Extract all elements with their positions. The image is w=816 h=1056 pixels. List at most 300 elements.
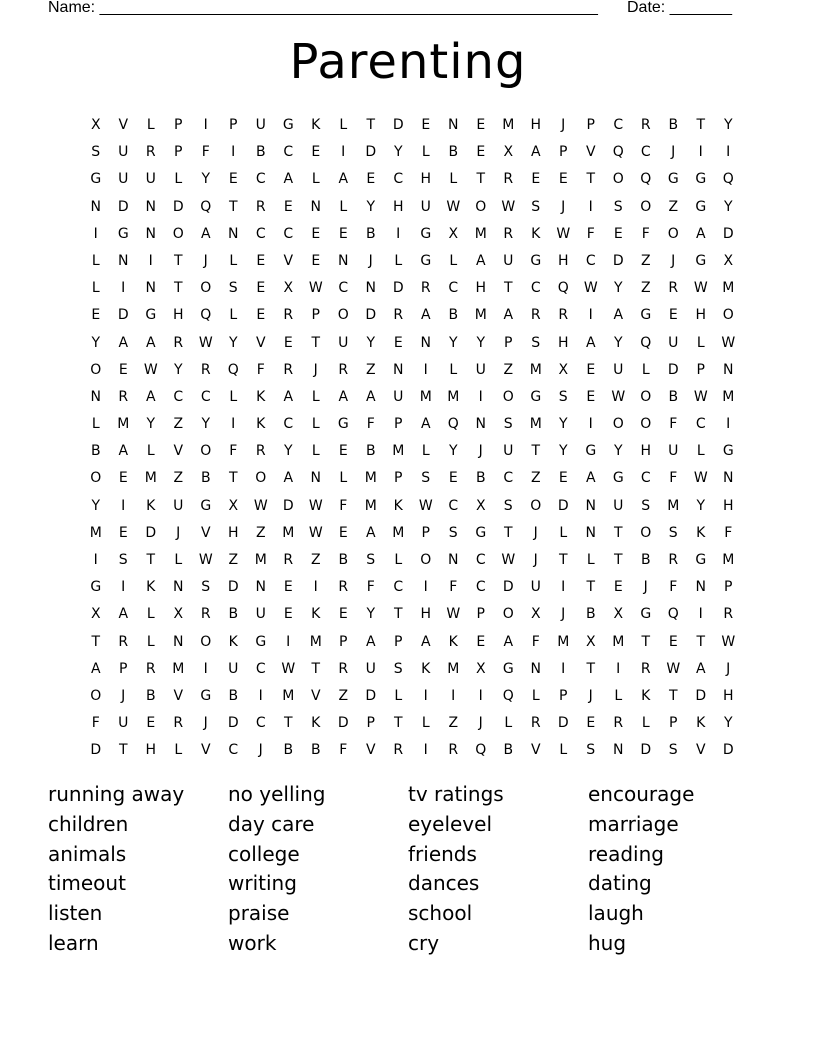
grid-cell[interactable]: Q	[200, 198, 212, 215]
grid-cell[interactable]: F	[339, 497, 348, 514]
grid-cell[interactable]: N	[310, 198, 321, 215]
grid-cell[interactable]: E	[393, 334, 403, 351]
grid-cell[interactable]: K	[311, 715, 321, 732]
grid-cell[interactable]: X	[723, 252, 734, 269]
grid-cell[interactable]: N	[145, 280, 156, 297]
grid-cell[interactable]: D	[640, 742, 652, 759]
grid-cell[interactable]: A	[503, 307, 514, 324]
grid-cell[interactable]: I	[451, 687, 456, 704]
grid-cell[interactable]: Y	[366, 334, 376, 351]
grid-cell[interactable]: E	[283, 606, 293, 623]
grid-cell[interactable]: D	[392, 280, 404, 297]
grid-cell[interactable]: Z	[255, 524, 266, 541]
grid-cell[interactable]: H	[722, 687, 734, 704]
grid-cell[interactable]: A	[200, 225, 211, 242]
grid-cell[interactable]: C	[475, 579, 486, 596]
grid-cell[interactable]: L	[146, 117, 155, 133]
grid-cell[interactable]: J	[726, 660, 731, 677]
grid-cell[interactable]: E	[421, 117, 431, 133]
grid-cell[interactable]: S	[228, 280, 238, 297]
grid-cell[interactable]: H	[172, 307, 184, 324]
grid-cell[interactable]: G	[585, 443, 597, 460]
grid-cell[interactable]: L	[421, 144, 430, 161]
grid-cell[interactable]: K	[311, 117, 321, 133]
grid-cell[interactable]: E	[228, 171, 238, 188]
grid-cell[interactable]: D	[667, 361, 679, 378]
grid-cell[interactable]: T	[641, 633, 651, 650]
grid-cell[interactable]: W	[446, 606, 461, 623]
grid-cell[interactable]: M	[557, 633, 570, 650]
grid-cell[interactable]: T	[503, 280, 513, 297]
grid-cell[interactable]: T	[393, 606, 403, 623]
grid-cell[interactable]: P	[586, 117, 595, 133]
grid-cell[interactable]: C	[475, 552, 486, 568]
grid-cell[interactable]: C	[448, 280, 459, 297]
grid-cell[interactable]: C	[695, 416, 706, 433]
grid-cell[interactable]: U	[393, 388, 404, 405]
grid-cell[interactable]: M	[282, 687, 295, 704]
grid-cell[interactable]: W	[281, 660, 296, 677]
grid-cell[interactable]: A	[283, 388, 294, 405]
grid-cell[interactable]: N	[173, 633, 184, 650]
grid-cell[interactable]: D	[612, 252, 624, 269]
grid-cell[interactable]: M	[364, 497, 377, 514]
grid-cell[interactable]: D	[365, 687, 377, 704]
grid-cell[interactable]: D	[392, 117, 404, 133]
grid-cell[interactable]: M	[282, 524, 295, 541]
grid-cell[interactable]: L	[586, 552, 595, 568]
grid-cell[interactable]: P	[559, 144, 568, 161]
grid-cell[interactable]: P	[421, 524, 430, 541]
grid-cell[interactable]: C	[283, 416, 294, 433]
grid-cell[interactable]: P	[394, 633, 403, 650]
grid-cell[interactable]: Y	[558, 416, 568, 433]
grid-cell[interactable]: T	[586, 579, 596, 596]
grid-cell[interactable]: O	[640, 388, 652, 405]
grid-cell[interactable]: I	[203, 660, 208, 677]
grid-cell[interactable]: G	[282, 117, 294, 133]
grid-cell[interactable]: Z	[338, 687, 349, 704]
grid-cell[interactable]: O	[90, 687, 102, 704]
grid-cell[interactable]: J	[671, 252, 676, 269]
grid-cell[interactable]: A	[695, 660, 706, 677]
grid-cell[interactable]: T	[118, 742, 128, 759]
grid-cell[interactable]: H	[557, 334, 569, 351]
grid-cell[interactable]: X	[90, 606, 101, 623]
grid-cell[interactable]: X	[503, 144, 514, 161]
grid-cell[interactable]: R	[283, 552, 294, 568]
grid-cell[interactable]: Y	[366, 198, 376, 215]
grid-cell[interactable]: G	[612, 470, 624, 487]
grid-cell[interactable]: E	[366, 171, 376, 188]
grid-cell[interactable]: M	[447, 660, 460, 677]
grid-cell[interactable]: F	[586, 225, 595, 242]
grid-cell[interactable]: B	[585, 606, 596, 623]
grid-cell[interactable]: E	[613, 579, 623, 596]
grid-cell[interactable]: J	[671, 144, 676, 161]
grid-cell[interactable]: E	[558, 470, 568, 487]
grid-cell[interactable]: C	[448, 497, 459, 514]
grid-cell[interactable]: G	[90, 171, 102, 188]
grid-cell[interactable]: L	[394, 252, 403, 269]
grid-cell[interactable]: N	[585, 497, 596, 514]
grid-cell[interactable]: P	[696, 361, 705, 378]
grid-cell[interactable]: U	[255, 117, 266, 133]
grid-cell[interactable]: P	[174, 117, 183, 133]
grid-cell[interactable]: N	[338, 252, 349, 269]
grid-cell[interactable]: X	[475, 497, 486, 514]
grid-cell[interactable]: G	[475, 524, 487, 541]
grid-cell[interactable]: X	[530, 606, 541, 623]
grid-cell[interactable]: D	[722, 225, 734, 242]
grid-cell[interactable]: O	[90, 470, 102, 487]
grid-cell[interactable]: H	[420, 606, 432, 623]
grid-cell[interactable]: P	[339, 633, 348, 650]
grid-cell[interactable]: M	[392, 524, 405, 541]
grid-cell[interactable]: Z	[640, 280, 651, 297]
grid-cell[interactable]: M	[474, 307, 487, 324]
grid-cell[interactable]: E	[338, 443, 348, 460]
grid-cell[interactable]: N	[228, 225, 239, 242]
grid-cell[interactable]: E	[118, 361, 128, 378]
grid-cell[interactable]: G	[695, 171, 707, 188]
grid-cell[interactable]: Q	[475, 742, 487, 759]
grid-cell[interactable]: Y	[448, 443, 458, 460]
grid-cell[interactable]: U	[503, 252, 514, 269]
grid-cell[interactable]: Y	[613, 443, 623, 460]
grid-cell[interactable]: M	[722, 280, 735, 297]
grid-cell[interactable]: L	[91, 252, 100, 269]
grid-cell[interactable]: R	[668, 280, 679, 297]
grid-cell[interactable]: L	[146, 443, 155, 460]
grid-cell[interactable]: R	[723, 606, 734, 623]
grid-cell[interactable]: L	[174, 742, 183, 759]
grid-cell[interactable]: K	[146, 497, 156, 514]
grid-cell[interactable]: R	[145, 144, 156, 161]
grid-cell[interactable]: E	[558, 171, 568, 188]
grid-cell[interactable]: D	[337, 715, 349, 732]
grid-cell[interactable]: A	[90, 660, 101, 677]
grid-cell[interactable]: D	[365, 144, 377, 161]
grid-cell[interactable]: G	[695, 552, 707, 568]
grid-cell[interactable]: R	[503, 225, 514, 242]
grid-cell[interactable]: Z	[365, 361, 376, 378]
grid-cell[interactable]: Q	[447, 416, 459, 433]
grid-cell[interactable]: L	[559, 524, 568, 541]
grid-cell[interactable]: P	[119, 660, 128, 677]
grid-cell[interactable]: P	[394, 470, 403, 487]
grid-cell[interactable]: X	[613, 606, 624, 623]
grid-cell[interactable]: S	[393, 660, 403, 677]
grid-cell[interactable]: L	[504, 715, 513, 732]
grid-cell[interactable]: Y	[613, 280, 623, 297]
grid-cell[interactable]: L	[559, 742, 568, 759]
grid-cell[interactable]: K	[531, 225, 541, 242]
grid-cell[interactable]: L	[394, 687, 403, 704]
grid-cell[interactable]: F	[669, 470, 678, 487]
grid-cell[interactable]: I	[726, 416, 731, 433]
grid-cell[interactable]: N	[448, 552, 459, 568]
grid-cell[interactable]: N	[173, 579, 184, 596]
grid-cell[interactable]: D	[227, 715, 239, 732]
grid-cell[interactable]: I	[313, 579, 318, 596]
grid-cell[interactable]: G	[667, 171, 679, 188]
grid-cell[interactable]: I	[478, 687, 483, 704]
grid-cell[interactable]: E	[283, 198, 293, 215]
grid-cell[interactable]: U	[475, 361, 486, 378]
grid-cell[interactable]: A	[530, 144, 541, 161]
grid-cell[interactable]: L	[614, 687, 623, 704]
grid-cell[interactable]: E	[311, 144, 321, 161]
grid-cell[interactable]: E	[256, 252, 266, 269]
grid-cell[interactable]: L	[229, 388, 238, 405]
grid-cell[interactable]: L	[449, 361, 458, 378]
grid-cell[interactable]: F	[366, 579, 375, 596]
grid-cell[interactable]: H	[557, 252, 569, 269]
grid-cell[interactable]: K	[421, 660, 431, 677]
grid-cell[interactable]: W	[693, 388, 708, 405]
grid-cell[interactable]: Y	[91, 334, 101, 351]
grid-cell[interactable]: B	[145, 687, 156, 704]
grid-cell[interactable]: O	[530, 497, 542, 514]
grid-cell[interactable]: N	[365, 280, 376, 297]
grid-cell[interactable]: O	[502, 606, 514, 623]
grid-cell[interactable]: R	[420, 280, 431, 297]
grid-cell[interactable]: U	[613, 497, 624, 514]
grid-cell[interactable]: M	[364, 470, 377, 487]
grid-cell[interactable]: R	[613, 715, 624, 732]
grid-cell[interactable]: D	[90, 742, 102, 759]
grid-cell[interactable]: C	[283, 144, 294, 161]
grid-cell[interactable]: O	[420, 552, 432, 568]
grid-cell[interactable]: K	[256, 416, 266, 433]
grid-cell[interactable]: D	[282, 497, 294, 514]
grid-cell[interactable]: Y	[723, 117, 733, 133]
grid-cell[interactable]: G	[640, 307, 652, 324]
grid-cell[interactable]: I	[588, 307, 593, 324]
grid-cell[interactable]: B	[338, 552, 349, 568]
grid-cell[interactable]: D	[227, 579, 239, 596]
grid-cell[interactable]: P	[724, 579, 733, 596]
grid-cell[interactable]: C	[255, 225, 266, 242]
grid-cell[interactable]: G	[117, 225, 129, 242]
grid-cell[interactable]: E	[338, 606, 348, 623]
grid-cell[interactable]: S	[586, 742, 596, 759]
grid-cell[interactable]: A	[145, 388, 156, 405]
grid-cell[interactable]: S	[668, 742, 678, 759]
grid-cell[interactable]: A	[145, 334, 156, 351]
grid-cell[interactable]: D	[557, 715, 569, 732]
grid-cell[interactable]: G	[420, 252, 432, 269]
grid-cell[interactable]: G	[200, 687, 212, 704]
grid-cell[interactable]: D	[117, 198, 129, 215]
grid-cell[interactable]: H	[695, 307, 707, 324]
grid-cell[interactable]: O	[200, 443, 212, 460]
grid-cell[interactable]: F	[669, 579, 678, 596]
grid-cell[interactable]: N	[723, 361, 734, 378]
grid-cell[interactable]: C	[503, 470, 514, 487]
grid-cell[interactable]: I	[698, 606, 703, 623]
grid-cell[interactable]: E	[91, 307, 101, 324]
grid-cell[interactable]: Z	[640, 252, 651, 269]
grid-cell[interactable]: Q	[227, 361, 239, 378]
grid-cell[interactable]: T	[393, 715, 403, 732]
grid-cell[interactable]: X	[90, 117, 101, 133]
grid-cell[interactable]: Y	[228, 334, 238, 351]
grid-cell[interactable]: O	[722, 307, 734, 324]
grid-cell[interactable]: C	[255, 171, 266, 188]
grid-cell[interactable]: H	[475, 280, 487, 297]
grid-cell[interactable]: H	[640, 443, 652, 460]
grid-cell[interactable]: B	[448, 307, 459, 324]
grid-cell[interactable]: D	[502, 579, 514, 596]
grid-cell[interactable]: A	[365, 633, 376, 650]
grid-cell[interactable]: I	[561, 579, 566, 596]
grid-cell[interactable]: T	[531, 443, 541, 460]
grid-cell[interactable]: T	[311, 660, 321, 677]
grid-cell[interactable]: G	[145, 307, 157, 324]
grid-cell[interactable]: K	[256, 388, 266, 405]
grid-cell[interactable]: E	[586, 361, 596, 378]
grid-cell[interactable]: W	[501, 198, 516, 215]
grid-cell[interactable]: W	[611, 388, 626, 405]
grid-cell[interactable]: Q	[200, 307, 212, 324]
grid-cell[interactable]: I	[231, 144, 236, 161]
grid-cell[interactable]: V	[173, 687, 184, 704]
grid-cell[interactable]: G	[90, 579, 102, 596]
grid-cell[interactable]: T	[586, 660, 596, 677]
grid-cell[interactable]: I	[588, 198, 593, 215]
grid-cell[interactable]: U	[145, 171, 156, 188]
grid-cell[interactable]: W	[143, 361, 158, 378]
grid-cell[interactable]: M	[172, 660, 185, 677]
grid-cell[interactable]: V	[695, 742, 706, 759]
grid-cell[interactable]: L	[339, 117, 348, 133]
grid-cell[interactable]: N	[145, 225, 156, 242]
grid-cell[interactable]: U	[228, 660, 239, 677]
grid-cell[interactable]: T	[366, 117, 376, 133]
grid-cell[interactable]: M	[309, 633, 322, 650]
grid-cell[interactable]: B	[255, 144, 266, 161]
grid-cell[interactable]: L	[394, 552, 403, 568]
grid-cell[interactable]: M	[254, 552, 267, 568]
grid-cell[interactable]: Y	[393, 144, 403, 161]
grid-cell[interactable]: N	[723, 470, 734, 487]
grid-cell[interactable]: X	[475, 660, 486, 677]
grid-cell[interactable]: L	[641, 715, 650, 732]
grid-cell[interactable]: W	[253, 497, 268, 514]
grid-cell[interactable]: R	[530, 307, 541, 324]
grid-cell[interactable]: T	[586, 171, 596, 188]
grid-cell[interactable]: H	[420, 171, 432, 188]
grid-cell[interactable]: C	[393, 171, 404, 188]
grid-cell[interactable]: H	[145, 742, 157, 759]
grid-cell[interactable]: S	[641, 497, 651, 514]
grid-cell[interactable]: P	[311, 307, 320, 324]
grid-cell[interactable]: A	[365, 388, 376, 405]
grid-cell[interactable]: I	[423, 579, 428, 596]
grid-cell[interactable]: J	[258, 742, 263, 759]
grid-cell[interactable]: U	[503, 443, 514, 460]
grid-cell[interactable]: T	[228, 470, 238, 487]
grid-cell[interactable]: W	[308, 280, 323, 297]
grid-cell[interactable]: F	[366, 416, 375, 433]
grid-cell[interactable]: R	[338, 579, 349, 596]
grid-cell[interactable]: M	[117, 416, 130, 433]
grid-cell[interactable]: U	[668, 334, 679, 351]
grid-cell[interactable]: D	[145, 524, 157, 541]
grid-cell[interactable]: C	[173, 388, 184, 405]
grid-cell[interactable]: O	[667, 225, 679, 242]
grid-cell[interactable]: T	[696, 633, 706, 650]
grid-cell[interactable]: X	[173, 606, 184, 623]
grid-cell[interactable]: B	[475, 470, 486, 487]
grid-cell[interactable]: W	[721, 633, 736, 650]
grid-cell[interactable]: S	[613, 198, 623, 215]
grid-cell[interactable]: J	[533, 552, 538, 568]
grid-cell[interactable]: S	[503, 416, 513, 433]
grid-cell[interactable]: J	[533, 524, 538, 541]
grid-cell[interactable]: Y	[476, 334, 486, 351]
grid-cell[interactable]: S	[531, 334, 541, 351]
grid-cell[interactable]: F	[641, 225, 650, 242]
grid-cell[interactable]: J	[588, 687, 593, 704]
grid-cell[interactable]: J	[121, 687, 126, 704]
grid-cell[interactable]: B	[448, 144, 459, 161]
grid-cell[interactable]: W	[198, 552, 213, 568]
grid-cell[interactable]: U	[118, 715, 129, 732]
grid-cell[interactable]: L	[421, 715, 430, 732]
grid-cell[interactable]: M	[419, 388, 432, 405]
grid-cell[interactable]: I	[616, 660, 621, 677]
grid-cell[interactable]: E	[476, 144, 486, 161]
grid-cell[interactable]: E	[476, 633, 486, 650]
grid-cell[interactable]: K	[146, 579, 156, 596]
grid-cell[interactable]: Y	[696, 497, 706, 514]
grid-cell[interactable]: S	[531, 198, 541, 215]
grid-cell[interactable]: F	[339, 742, 348, 759]
grid-cell[interactable]: C	[393, 579, 404, 596]
grid-cell[interactable]: I	[148, 252, 153, 269]
grid-cell[interactable]: B	[228, 687, 239, 704]
grid-cell[interactable]: M	[144, 470, 157, 487]
grid-cell[interactable]: Q	[667, 606, 679, 623]
grid-cell[interactable]: R	[173, 334, 184, 351]
grid-cell[interactable]: J	[203, 252, 208, 269]
grid-cell[interactable]: E	[613, 225, 623, 242]
grid-cell[interactable]: A	[118, 443, 129, 460]
grid-cell[interactable]: X	[448, 225, 459, 242]
grid-cell[interactable]: U	[118, 144, 129, 161]
name-field-label[interactable]: Name: ________________________________________________________	[48, 0, 598, 16]
grid-cell[interactable]: W	[198, 334, 213, 351]
grid-cell[interactable]: M	[667, 497, 680, 514]
grid-cell[interactable]: A	[695, 225, 706, 242]
grid-cell[interactable]: R	[283, 307, 294, 324]
grid-cell[interactable]: H	[722, 497, 734, 514]
grid-cell[interactable]: N	[448, 117, 459, 133]
grid-cell[interactable]: I	[423, 361, 428, 378]
grid-cell[interactable]: L	[696, 443, 705, 460]
grid-cell[interactable]: N	[255, 579, 266, 596]
grid-cell[interactable]: D	[117, 307, 129, 324]
grid-cell[interactable]: E	[146, 715, 156, 732]
grid-cell[interactable]: W	[308, 497, 323, 514]
grid-cell[interactable]: O	[200, 633, 212, 650]
grid-cell[interactable]: J	[561, 117, 566, 133]
grid-cell[interactable]: G	[695, 252, 707, 269]
grid-cell[interactable]: T	[613, 524, 623, 541]
